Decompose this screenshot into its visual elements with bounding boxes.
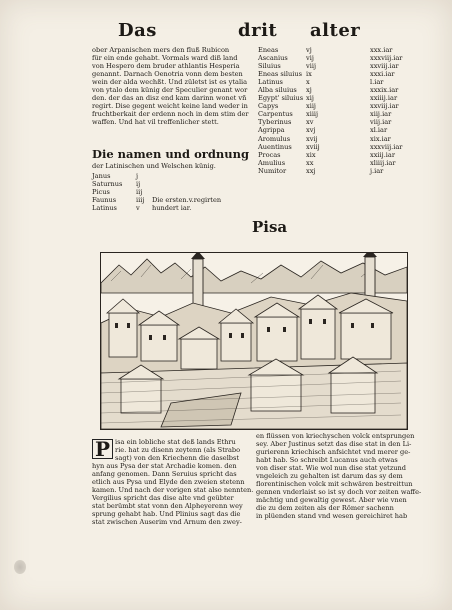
king-row (258, 102, 402, 110)
king-num: v (136, 204, 140, 213)
king-years: xxxix.iar (370, 86, 399, 95)
text-line: sey. Aber Justinus setzt das dise stat in den Li- (256, 440, 412, 449)
text-line: regirt. Dise gegent weicht keine land weder in (92, 102, 248, 111)
text-line: en flüssen von kriechyschen volck entsprungen (256, 432, 415, 440)
king-name: Auentinus (258, 142, 292, 151)
king-num: xj (306, 86, 312, 95)
drop-cap-initial: P (92, 439, 113, 459)
king-years: xliiij.iar (370, 158, 396, 167)
king-years: xxviij.iar (370, 102, 399, 111)
king-years: l.iar (370, 78, 384, 87)
text-line: waffen. Und hat vil treffenlicher stett. (92, 118, 219, 127)
text-line: von diser stat. Wie wol nun dise stat yetzund (256, 464, 407, 473)
king-row (92, 180, 221, 188)
king-row (258, 143, 402, 151)
king-name: Janus (92, 172, 111, 180)
king-row (92, 196, 221, 204)
text-line: gurierenn kriechisch anfsichtet vnd merer ge- (256, 448, 411, 457)
section-subheading: der Latinischen und Welschen künig. (92, 162, 216, 170)
text-line: rie. hat zu disenn zeytenn (als Strabo (115, 446, 241, 455)
king-name: Amulius (258, 158, 286, 167)
text-line: sagt) von den Kriechenn die daselbst (115, 454, 240, 463)
king-num: viij (306, 62, 316, 71)
king-name: Capys (258, 102, 279, 111)
text-line: etlich aus Pysa und Elyde den zweien stetenn (92, 478, 245, 487)
king-row (258, 62, 402, 70)
paper-stain (14, 560, 26, 574)
text-line: von ytalo dem künig der Speculier genant wor (92, 86, 248, 95)
king-years: xxxi.iar (370, 70, 395, 79)
king-name: Tyberinus (258, 118, 292, 127)
section-heading: Die namen und ordnung (92, 147, 249, 161)
text-line: habt hab. So schreibt Lucanus auch etwas (256, 456, 398, 465)
text-line: in plüenden stand vnd wesen gereichiret hab (256, 512, 408, 521)
king-row (258, 135, 402, 143)
king-row (258, 126, 402, 134)
king-num: xv (306, 118, 314, 127)
king-num: xij (306, 94, 314, 103)
king-row (258, 159, 402, 167)
king-years: xxviij.iar (370, 62, 399, 71)
king-years: xxxviij.iar (370, 54, 403, 63)
text-line: für ein ende gehabt. Vormals ward diß land (92, 54, 238, 63)
pisa-woodcut-illustration (100, 252, 408, 430)
text-line: Vergilius spricht das dise alte vnd geübter (92, 494, 234, 503)
king-row (258, 70, 402, 78)
text-line: anfang genomen. Dann Seruius spricht das (92, 470, 237, 479)
king-name: Picus (92, 188, 110, 197)
header-right: alter (310, 20, 361, 41)
king-name: Alba siluius (258, 86, 297, 95)
king-name: Faunus (92, 196, 117, 205)
text-line: mächtig und gewaltig gewest. Aber wie vnen (256, 496, 407, 505)
king-row (258, 86, 402, 94)
king-years: xxiiij.iar (370, 94, 398, 103)
king-years: xix.iar (370, 134, 391, 143)
kings-list-right (258, 46, 402, 175)
king-num: xix (306, 150, 316, 159)
text-line: wein der alda wechßt. Und zületst ist es ytalia (92, 78, 248, 87)
text-line: florentinischen volck mit schwären bestreittun (256, 480, 413, 489)
king-row (258, 151, 402, 159)
text-line: vngeleich zu gehalten ist darum das sy dem (256, 472, 403, 481)
king-note: hundert iar. (152, 204, 192, 213)
text-line: genannt. Darnach Oenotria vonn dem besten (92, 70, 243, 79)
text-line: ober Arpanischen mers den fluß Rubicon (92, 46, 230, 54)
king-row (258, 94, 402, 102)
king-years: j.iar (370, 166, 384, 175)
king-years: viij.iar (370, 118, 392, 127)
king-row (258, 54, 402, 62)
king-num: iiij (136, 196, 145, 205)
king-num: x (306, 78, 310, 87)
king-name: Agrippa (258, 126, 285, 135)
body-text-right (256, 432, 422, 521)
king-num: xviij (306, 142, 320, 151)
king-num: xxj (306, 166, 316, 175)
king-row (258, 118, 402, 126)
king-name: Latinus (258, 78, 283, 87)
king-row (92, 204, 221, 212)
king-num: xvj (306, 126, 316, 135)
king-num: iij (136, 188, 143, 197)
intro-text (92, 46, 252, 126)
text-line: gennen vnderlaist so ist sy doch vor zeiten waffe- (256, 488, 422, 497)
king-num: xx (306, 158, 314, 167)
king-row (92, 188, 221, 196)
king-num: vij (306, 54, 314, 63)
text-line: sprung gehabt hab. Und Plinius sagt das die (92, 510, 241, 519)
king-years: xxxviij.iar (370, 142, 403, 151)
text-line: von Hespero dem bruder athlantis Hesperia (92, 62, 240, 71)
king-name: Ascanius (258, 54, 288, 63)
king-row (258, 110, 402, 118)
king-name: Saturnus (92, 180, 123, 189)
text-line: hyn aus Pysa der stat Archadie komen. den (92, 462, 237, 471)
text-line: den. der das an disz end kam darinn wonet vñ (92, 94, 247, 103)
king-years: xxiij.iar (370, 150, 395, 159)
king-name: Procas (258, 150, 281, 159)
king-num: xiiij (306, 110, 319, 119)
king-years: xl.iar (370, 126, 388, 135)
king-name: Carpentus (258, 110, 293, 119)
king-num: vj (306, 46, 312, 54)
king-note: Die ersten.v.regirten (152, 196, 222, 205)
king-years: xiij.iar (370, 110, 392, 119)
city-title: Pisa (252, 218, 288, 236)
king-row (92, 172, 221, 180)
king-name: Siluius (258, 62, 281, 71)
text-line: die zu dem zeiten als der Römer sachenn (256, 504, 394, 513)
king-num: ij (136, 180, 141, 189)
king-row (258, 78, 402, 86)
king-row (258, 167, 402, 175)
king-name: Eneas (258, 46, 279, 54)
king-name: Eneas siluius (258, 70, 302, 79)
text-line: stat berümbt stat vonn den Alpheyerenn wey (92, 502, 243, 511)
text-line: stat zwischen Auserim vnd Arnum den zwey- (92, 518, 242, 527)
king-row (258, 46, 402, 54)
king-name: Latinus (92, 204, 117, 213)
king-name: Aromulus (258, 134, 291, 143)
king-num: j (136, 172, 139, 180)
header-center: drit (238, 20, 278, 41)
header-left: Das (118, 20, 157, 41)
text-line: isa ein lobliche stat deß lands Ethru (115, 438, 236, 446)
king-num: xvij (306, 134, 318, 143)
king-name: Numitor (258, 166, 287, 175)
text-line: fruchtberkait der erdenn noch in dem stim der (92, 110, 249, 119)
king-num: xiij (306, 102, 316, 111)
king-years: xxx.iar (370, 46, 393, 54)
kings-list-left (92, 172, 221, 212)
text-line: kamen. Und nach der vorigen stat also nennten. (92, 486, 254, 495)
king-name: Egypt' siluius (258, 94, 304, 103)
king-num: ix (306, 70, 312, 79)
body-text-left (92, 437, 254, 527)
